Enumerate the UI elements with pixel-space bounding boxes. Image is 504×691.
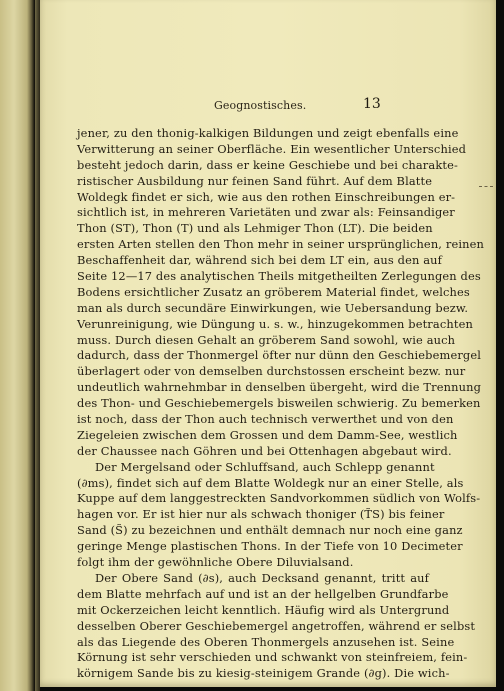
text-line: ersten Arten stellen den Thon mehr in seiner ursprünglichen, reinen	[77, 237, 484, 252]
text-line: (∂ms), findet sich auf dem Blatte Woldegk nur an einer Stelle, als	[77, 475, 464, 490]
text-line: des Thon- und Geschiebemergels bisweilen schwierig. Zu bemerken	[77, 396, 481, 411]
text-line: sichtlich ist, in mehreren Varietäten und zwar als: Feinsandiger	[77, 205, 455, 220]
text-line: überlagert oder von demselben durchstossen erscheint bezw. nur	[77, 364, 466, 379]
text-line: Verunreinigung, wie Düngung u. s. w., hinzugekommen betrachten	[77, 316, 473, 331]
running-head: Geognostisches.	[214, 99, 307, 112]
text-line: Körnung ist sehr verschieden und schwankt von steinfreiem, fein-	[77, 650, 468, 665]
text-line: dem Blatte mehrfach auf und ist an der hellgelben Grundfarbe	[77, 586, 449, 601]
text-line: Seite 12—17 des analytischen Theils mitgetheilten Zerlegungen des	[77, 269, 481, 284]
text-line: Woldegk findet er sich, wie aus den rothen Einschreibungen er-	[77, 189, 456, 204]
text-line: Der Mergelsand oder Schluffsand, auch Schlepp genannt	[95, 459, 435, 474]
text-line: Bodens ersichtlicher Zusatz an gröberem Material findet, welches	[77, 284, 470, 299]
text-line: Sand (S̃) zu bezeichnen und enthält demnach nur noch eine ganz	[77, 523, 463, 538]
text-line: undeutlich wahrnehmbar in denselben übergeht, wird die Trennung	[77, 380, 482, 395]
text-line: besteht jedoch darin, dass er keine Geschiebe und bei charakte-	[77, 157, 459, 172]
text-line: geringe Menge plastischen Thons. In der Tiefe von 10 Decimeter	[77, 539, 463, 554]
margin-mark	[479, 186, 493, 189]
text-line: Der Obere Sand (∂s), auch Decksand genannt, tritt auf	[95, 570, 429, 585]
text-line: als das Liegende des Oberen Thonmergels anzusehen ist. Seine	[77, 634, 455, 649]
text-line: folgt ihm der gewöhnliche Obere Diluvialsand.	[77, 555, 354, 570]
page-number: 13	[363, 96, 381, 112]
text-line: Kuppe auf dem langgestreckten Sandvorkommen südlich von Wolfs-	[77, 491, 481, 506]
text-line: dadurch, dass der Thonmergel öfter nur dünn den Geschiebemergel	[77, 348, 482, 363]
text-line: ist noch, dass der Thon auch technisch verwerthet und von den	[77, 412, 454, 427]
text-line: Ziegeleien zwischen dem Grossen und dem Damm-See, westlich	[77, 427, 458, 442]
text-line: mit Ockerzeichen leicht kenntlich. Häufig wird als Untergrund	[77, 602, 450, 617]
text-line: ristischer Ausbildung nur feinen Sand führt. Auf dem Blatte	[77, 173, 433, 188]
text-line: körnigem Sande bis zu kiesig-steinigem Grande (∂g). Die wich-	[77, 666, 450, 681]
text-line: Verwitterung an seiner Oberfläche. Ein wesentlicher Unterschied	[77, 141, 467, 156]
text-line: hagen vor. Er ist hier nur als schwach thoniger (T̃S) bis feiner	[77, 507, 445, 522]
text-line: Thon (ST), Thon (T) und als Lehmiger Thon (LT). Die beiden	[77, 221, 433, 236]
body-text	[77, 126, 484, 682]
text-line: jener, zu den thonig-kalkigen Bildungen und zeigt ebenfalls eine	[77, 126, 459, 140]
spine-shadow	[27, 0, 35, 691]
text-line: Beschaffenheit dar, während sich bei dem LT ein, aus den auf	[77, 253, 443, 268]
text-line: man als durch secundäre Einwirkungen, wie Uebersandung bezw.	[77, 300, 469, 315]
page-header	[40, 96, 496, 116]
text-line: der Chaussee nach Göhren und bei Ottenhagen abgebaut wird.	[77, 443, 452, 458]
text-line: muss. Durch diesen Gehalt an gröberem Sand sowohl, wie auch	[77, 332, 456, 347]
text-line: desselben Oberer Geschiebemergel angetroffen, während er selbst	[77, 618, 476, 633]
